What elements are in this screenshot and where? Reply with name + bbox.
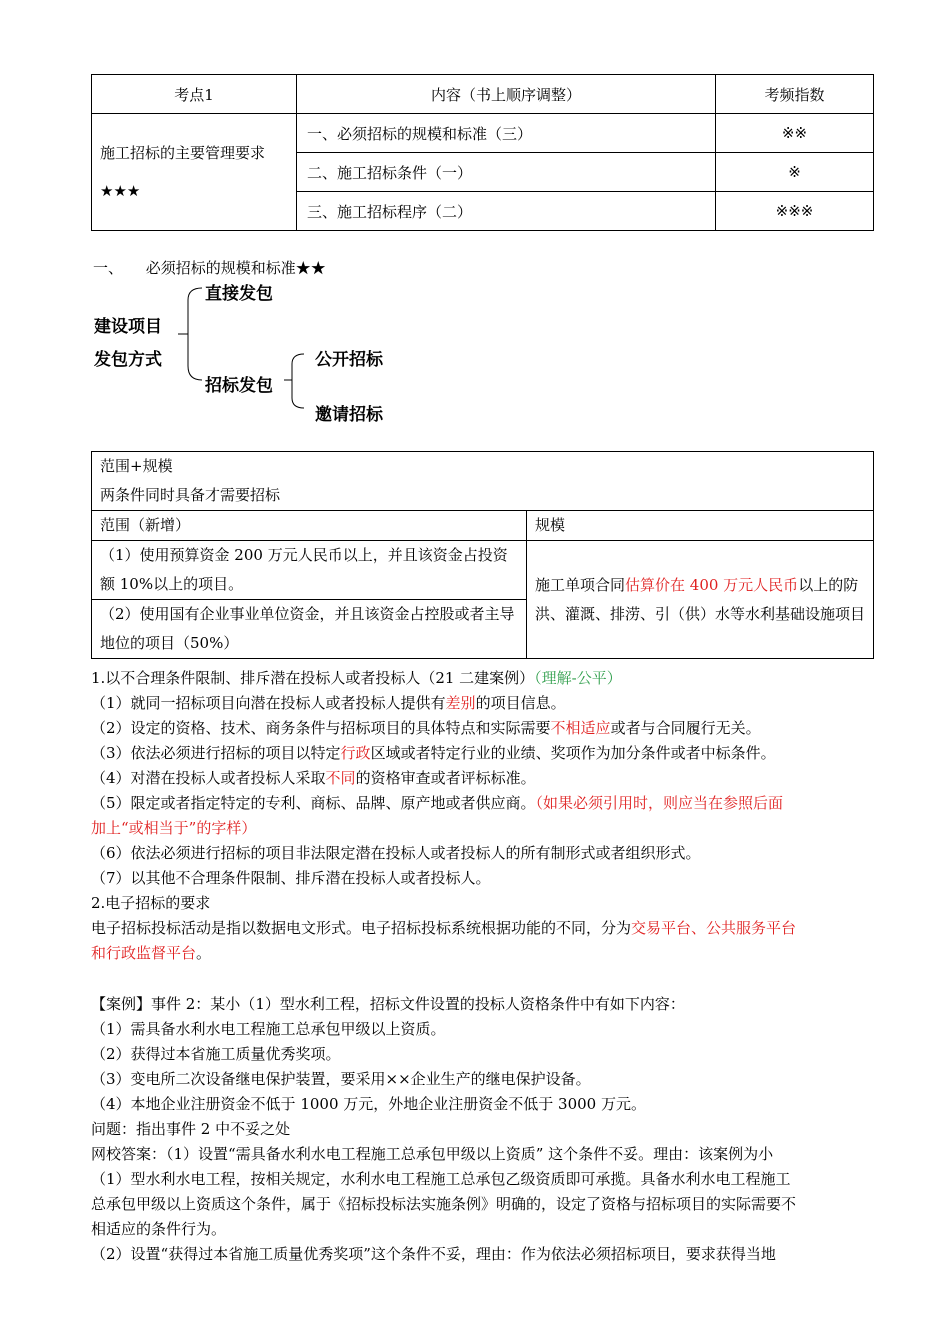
tree-root-line2: 发包方式: [94, 350, 162, 370]
header-content: 内容（书上顺序调整）: [297, 75, 716, 114]
table-row: [92, 114, 874, 153]
scale-text-a: 施工单项合同: [535, 575, 626, 594]
heading-text: 1.以不合理条件限制、排斥潜在投标人或者投标人（21 二建案例）: [91, 669, 535, 687]
table-row: [92, 511, 874, 541]
list-item: [91, 766, 881, 791]
answer-line: 总承包甲级以上资质这个条件，属于《招标投标法实施条例》明确的，设定了资格与招标项目的实际需要不: [91, 1195, 797, 1213]
topic-table: [91, 74, 874, 231]
case-condition: （2）获得过本省施工质量优秀奖项。: [91, 1045, 341, 1063]
text: 的项目信息。: [475, 694, 566, 712]
text: （5）限定或者指定特定的专利、商标、品牌、原产地或者供应商。: [91, 794, 536, 812]
tree-node-bidding: 招标发包: [205, 376, 273, 396]
list-item-continuation: 加上“或相当于”的字样）: [91, 819, 257, 837]
frequency-cell: ※※※: [716, 192, 874, 231]
text: （1）就同一招标项目向潜在投标人或者投标人提供有: [91, 694, 446, 712]
topic-cell: [92, 114, 297, 231]
list-item: （7）以其他不合理条件限制、排斥潜在投标人或者投标人。: [91, 869, 491, 887]
highlight: 和行政监督平台: [91, 944, 197, 962]
content-cell: 一、必须招标的规模和标准（三）: [297, 114, 716, 153]
text: （3）依法必须进行招标的项目以特定: [91, 744, 341, 762]
text: 的资格审查或者评标标准。: [355, 769, 536, 787]
paragraph-line: [91, 941, 881, 966]
table-header-row: [92, 75, 874, 114]
tree-node-direct: 直接发包: [205, 284, 273, 304]
highlight: 不同: [325, 769, 356, 787]
frequency-cell: ※※: [716, 114, 874, 153]
answer-line: （2）设置“获得过本省施工质量优秀奖项”这个条件不妥，理由：作为依法必须招标项目，要求获得当地: [91, 1245, 776, 1263]
answer-line: （1）型水利水电工程，按相关规定，水利水电工程施工总承包乙级资质即可承揽。具备水利水电工程施工: [91, 1170, 791, 1188]
section-heading-1: [91, 666, 881, 691]
scale-text-c: 以上的防洪、灌溉、排涝、引（供）水等水利基础设施项目: [535, 575, 866, 623]
case-section: [91, 992, 881, 1267]
frequency-cell: ※: [716, 153, 874, 192]
case-condition: （3）变电所二次设备继电保护装置，要采用××企业生产的继电保护设备。: [91, 1070, 591, 1088]
case-condition: （4）本地企业注册资金不低于 1000 万元，外地企业注册资金不低于 3000 万元。: [91, 1095, 646, 1113]
list-item: （6）依法必须进行招标的项目非法限定潜在投标人或者投标人的所有制形式或者组织形式。: [91, 844, 701, 862]
highlight: 差别: [445, 694, 476, 712]
highlight: 不相适应: [550, 719, 611, 737]
scale-text-highlight: 估算价在 400 万元人民币: [625, 575, 799, 594]
scope-subtitle: 两条件同时具备才需要招标: [100, 486, 281, 504]
scope-scale-table: [91, 451, 874, 659]
list-item: [91, 716, 881, 741]
section-number: 一、: [93, 259, 124, 277]
text: 区域或者特定行业的业绩、奖项作为加分条件或者中标条件。: [370, 744, 776, 762]
text: 。: [196, 944, 212, 962]
highlight: 行政: [340, 744, 371, 762]
col-scale-header: 规模: [527, 511, 874, 541]
content-cell: 二、施工招标条件（一）: [297, 153, 716, 192]
case-question: 问题：指出事件 2 中不妥之处: [91, 1120, 291, 1138]
tree-root-line1: 建设项目: [94, 317, 162, 337]
answer-line: 相适应的条件行为。: [91, 1220, 227, 1238]
answer-line: 网校答案：（1）设置“需具备水利水电工程施工总承包甲级以上资质” 这个条件不妥。理由：该案例为小: [91, 1145, 774, 1163]
scope-title: 范围+规模: [100, 457, 173, 475]
text: （4）对潜在投标人或者投标人采取: [91, 769, 326, 787]
text: 电子招标投标活动是指以数据电文形式。电子招标投标系统根据功能的不同，分为: [91, 919, 632, 937]
list-item: [91, 741, 881, 766]
scale-cell: [527, 541, 874, 659]
heading-note: （理解-公平）: [534, 669, 622, 687]
list-item: [91, 791, 881, 816]
col-scope-header: 范围（新增）: [92, 511, 527, 541]
content-cell: 三、施工招标程序（二）: [297, 192, 716, 231]
scope-item-2: （2）使用国有企业事业单位资金，并且该资金占控股或者主导地位的项目（50%）: [92, 600, 527, 659]
bracket-root: [188, 288, 202, 380]
topic-stars: ★★★: [100, 182, 141, 200]
highlight: （如果必须引用时，则应当在参照后面: [535, 794, 784, 812]
table-row: [92, 541, 874, 600]
case-condition: （1）需具备水利水电工程施工总承包甲级以上资质。: [91, 1020, 446, 1038]
scope-item-1: （1）使用预算资金 200 万元人民币以上，并且该资金占投资额 10%以上的项目。: [92, 541, 527, 600]
topic-title: 施工招标的主要管理要求: [100, 144, 266, 162]
paragraph-line: [91, 916, 881, 941]
case-intro: 【案例】事件 2：某小（1）型水利工程，招标文件设置的投标人资格条件中有如下内容：: [91, 995, 685, 1013]
list-item: [91, 691, 881, 716]
text: （2）设定的资格、技术、商务条件与招标项目的具体特点和实际需要: [91, 719, 551, 737]
section-heading-2: 2.电子招标的要求: [91, 894, 211, 912]
header-topic: 考点1: [92, 75, 297, 114]
section-title: 必须招标的规模和标准★★: [145, 259, 326, 277]
highlight: 交易平台、公共服务平台: [631, 919, 797, 937]
header-frequency: 考频指数: [716, 75, 874, 114]
table-row: [92, 452, 874, 511]
tree-node-open: 公开招标: [315, 350, 383, 370]
text: 或者与合同履行无关。: [610, 719, 761, 737]
scope-title-cell: [92, 452, 874, 511]
section-heading: [93, 257, 326, 278]
unreasonable-conditions-section: [91, 666, 881, 966]
tree-node-invite: 邀请招标: [315, 405, 383, 425]
bracket-bidding: [292, 354, 304, 408]
